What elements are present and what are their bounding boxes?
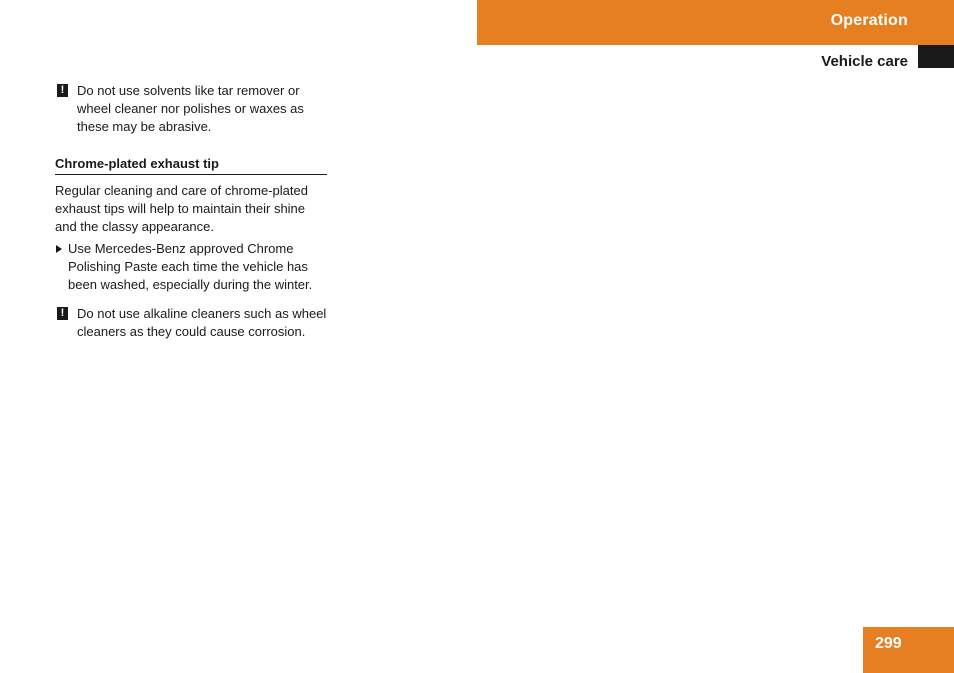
warning-note — [55, 305, 328, 341]
section-tab — [918, 45, 954, 68]
page-content — [55, 82, 328, 341]
instruction-step-text: Use Mercedes-Benz approved Chrome Polishing Paste each time the vehicle has been washed, especially during the winter. — [68, 241, 313, 292]
arrow-right-icon — [56, 245, 62, 253]
warning-icon: ! — [57, 307, 68, 320]
page-number: 299 — [875, 635, 902, 652]
warning-note — [55, 82, 328, 136]
chapter-title: Operation — [830, 12, 908, 29]
warning-note-text: Do not use alkaline cleaners such as wheel cleaners as they could cause corrosion. — [77, 306, 327, 339]
subheading: Chrome-plated exhaust tip — [55, 155, 327, 175]
paragraph: Regular cleaning and care of chrome-plated exhaust tips will help to maintain their shine and the classy appearance. — [55, 183, 308, 234]
warning-icon: ! — [57, 84, 68, 97]
section-title: Vehicle care — [821, 53, 908, 70]
page-number-box — [863, 627, 954, 673]
warning-note-text: Do not use solvents like tar remover or wheel cleaner nor polishes or waxes as these may be abrasive. — [77, 83, 304, 134]
instruction-step — [55, 240, 328, 294]
